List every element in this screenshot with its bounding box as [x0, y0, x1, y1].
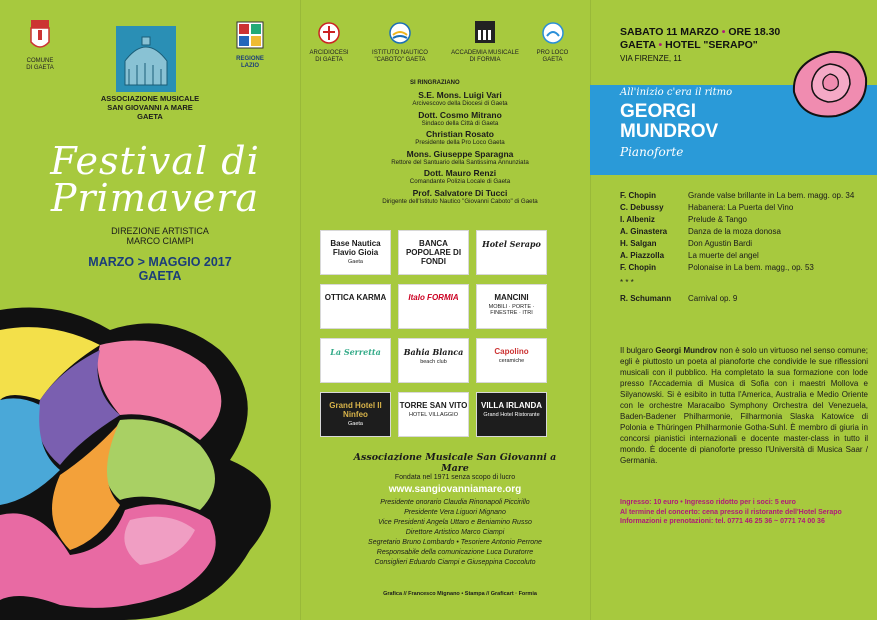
comune-label: COMUNE DI GAETA [26, 58, 54, 71]
comune-crest-icon [29, 18, 51, 52]
comune-di-gaeta-logo [20, 18, 60, 72]
program-row [620, 190, 870, 202]
sponsor-capolino [476, 338, 547, 383]
sponsor-sub: Grand Hotel Ristorante [483, 412, 540, 418]
sponsor-sub: Gaeta [348, 421, 363, 427]
thanks-name: Dott. Cosmo Mitrano [418, 109, 502, 120]
composer: R. Schumann [620, 294, 672, 303]
association-website[interactable]: www.sangiovanniamare.org [388, 484, 522, 495]
performer-instrument: Pianoforte [620, 145, 684, 159]
istituto-nautico-logo [365, 22, 435, 64]
board-line: Presidente Vera Liguori Mignano [404, 509, 506, 516]
sponsor-name: BANCA POPOLARE DI FONDI [405, 239, 462, 266]
print-credits: Grafica // Francesco Mignano • Stampa // Graficart · Formia [383, 591, 537, 597]
arcidiocesi-logo [305, 22, 353, 64]
right-panel [590, 0, 877, 620]
sponsor-la-serretta [320, 338, 391, 383]
regione-label: REGIONE LAZIO [236, 56, 264, 69]
composer: A. Piazzolla [620, 251, 665, 260]
thanks-name: Christian Rosato [425, 129, 494, 139]
sponsor-ottica-karma [320, 284, 391, 329]
sponsor-name: Bahia Blanca [403, 347, 464, 357]
work: Prelude & Tango [688, 215, 748, 224]
concert-program [620, 190, 870, 305]
sponsor-name: Base Nautica Flavio Gioia [330, 239, 381, 257]
composer: A. Ginastera [620, 227, 668, 236]
regione-lazio-logo [230, 20, 270, 70]
pro-loco-label: PRO LOCO GAETA [536, 50, 569, 63]
thanks-name: S.E. Mons. Luigi Vari [418, 90, 502, 100]
performer-name: GEORGI MUNDROV [620, 101, 719, 142]
pro-loco-emblem-icon [541, 22, 565, 44]
association-founded: Fondata nel 1971 senza scopo di lucro [394, 474, 516, 481]
regione-shield-icon [235, 20, 265, 50]
composer: C. Debussy [620, 203, 664, 212]
sponsor-name: La Serretta [330, 347, 381, 357]
sponsor-mancini [476, 284, 547, 329]
program-row [620, 250, 870, 262]
thanks-list [360, 90, 560, 207]
board-line: Presidente onorario Claudia Rinonapoli Piccirillo [380, 499, 530, 506]
board-line: Consiglieri Eduardo Ciampi e Giuseppina Coccoluto [374, 559, 536, 566]
festival-title: Festival di Primavera [50, 139, 260, 220]
performer-bio [620, 345, 868, 466]
performer-subtitle: All'inizio c'era il ritmo [620, 87, 733, 98]
sponsor-villa-irlanda [476, 392, 547, 437]
thanks-role: Dirigente dell'Istituto Nautico "Giovanni Caboto" di Gaeta [382, 197, 538, 205]
sponsor-name: OTTICA KARMA [324, 293, 387, 302]
sponsor-italo-formia [398, 284, 469, 329]
accademia-musicale-logo [445, 20, 525, 64]
arcidiocesi-emblem-icon [318, 22, 340, 44]
bio-name: Georgi Mundrov [655, 346, 718, 355]
sponsor-sub: beach club [420, 359, 447, 365]
sponsor-name: Grand Hotel Il Ninfeo [329, 401, 382, 419]
board-line: Responsabile della comunicazione Luca Duratorre [376, 549, 534, 556]
sponsor-hotel-serapo [476, 230, 547, 275]
pink-rose-icon [790, 48, 870, 120]
composer: I. Albeniz [620, 215, 655, 224]
sponsor-name: MANCINI [494, 293, 529, 302]
association-footer [340, 452, 570, 568]
sponsor-banca-fondi [398, 230, 469, 275]
board-line: Segretario Bruno Lombardo • Tesoriere Antonio Perrone [368, 539, 542, 546]
program-row [620, 226, 870, 238]
middle-panel [236, 0, 590, 620]
program-row [620, 293, 870, 305]
program-row [620, 262, 870, 274]
sponsor-sub: MOBILI · PORTE · FINESTRE · ITRI [488, 304, 535, 316]
event-time: ORE 18.30 [728, 26, 781, 38]
composer: F. Chopin [620, 191, 656, 200]
event-venue: HOTEL "SERAPO" [665, 39, 758, 51]
work: La muerte del angel [688, 251, 759, 260]
festival-dates: MARZO > MAGGIO 2017 GAETA [88, 255, 232, 283]
sponsor-torre-san-vito [398, 392, 469, 437]
sponsor-name: Italo FORMIA [408, 293, 459, 302]
program-row [620, 238, 870, 250]
program-separator: * * * [620, 278, 634, 287]
thanks-role: Arcivescovo della Diocesi di Gaeta [412, 100, 508, 107]
dinner-note: Al termine del concerto: cena presso il ristorante dell'Hotel Serapo [620, 508, 842, 516]
thanks-role: Sindaco della Città di Gaeta [421, 119, 499, 127]
work: Habanera: La Puerta del Vino [688, 203, 794, 212]
work: Grande valse brillante in La bem. magg. op. 34 [688, 191, 855, 200]
sponsor-name: VILLA IRLANDA [480, 401, 543, 410]
bullet: • [658, 39, 663, 51]
work: Carnival op. 9 [688, 294, 738, 303]
sponsor-name: Hotel Serapo [482, 239, 541, 249]
work: Don Agustin Bardi [688, 239, 753, 248]
thanks-role: Comandante Polizia Locale di Gaeta [409, 178, 511, 185]
sponsor-base-nautica [320, 230, 391, 275]
accademia-label: ACCADEMIA MUSICALE DI FORMIA [451, 50, 519, 63]
association-header: ASSOCIAZIONE MUSICALE SAN GIOVANNI A MARE GAETA [100, 94, 200, 121]
artistic-direction: DIREZIONE ARTISTICA MARCO CIAMPI [111, 226, 209, 246]
pro-loco-logo [530, 22, 575, 64]
nautical-emblem-icon [388, 22, 412, 44]
arcidiocesi-label: ARCIDIOCESI DI GAETA [309, 50, 349, 63]
piano-keys-icon [474, 20, 496, 44]
rose-illustration [0, 290, 300, 620]
sponsor-sub: Gaeta [348, 259, 363, 265]
thanks-name: Prof. Salvatore Di Tucci [412, 187, 508, 198]
board-line: Direttore Artistico Marco Ciampi [405, 529, 505, 536]
istituto-label: ISTITUTO NAUTICO "CABOTO" GAETA [372, 50, 428, 63]
sponsor-bahia-blanca [398, 338, 469, 383]
bullet: • [721, 26, 726, 38]
contact-info: Informazioni e prenotazioni: tel. 0771 46 25 36 ~ 0771 74 00 36 [620, 518, 825, 525]
composer: H. Salgan [620, 239, 657, 248]
composer: F. Chopin [620, 263, 656, 272]
thanks-name: Dott. Mauro Renzi [423, 168, 497, 178]
work: Polonaise in La bem. magg., op. 53 [688, 263, 814, 272]
bio-text: non è solo un virtuoso nel senso comune; egli è piuttosto un poeta al pianoforte che condivide le sue riflessioni musicali con il pubblico. Ha completato la sua formazione con lode presso l'Accademia di Musica di Sofia con i maestri Mollova e Silyanowski. Si è esibito in tutta l'America, Australia e Medio Oriente con le orchestre Maracaibo Symphony Orchestra del Venezuela, Baden-Badener Philharmonie, Filharmonia Slaska Katowice di Polonia e Thüringen Philharmonie Gotha-Suhl. È membro di giuria in concorsi pianistici internazionali e docente master-class in tutto il mondo. È docente di pianoforte presso l'Università di Musica Saar / Germania. [620, 346, 868, 465]
board-line: Vice Presidenti Angela Uttaro e Beniamino Russo [378, 519, 532, 526]
event-city: GAETA [620, 39, 656, 51]
ticket-info [620, 498, 870, 527]
program-row [620, 214, 870, 226]
sponsor-sub: ceramiche [498, 358, 525, 364]
sponsor-sub: HOTEL VILLAGGIO [408, 412, 458, 418]
event-date: SABATO 11 MARZO [620, 26, 719, 38]
work: Danza de la moza donosa [688, 227, 781, 236]
event-address: VIA FIRENZE, 11 [620, 54, 682, 63]
thanks-role: Presidente della Pro Loco Gaeta [415, 139, 505, 146]
thanks-role: Rettore del Santuario della Santissima Annunziata [391, 158, 529, 166]
ticket-price: Ingresso: 10 euro • Ingresso ridotto per i soci: 5 euro [620, 499, 796, 506]
sponsor-name: Capolino [494, 347, 529, 356]
sponsor-il-ninfeo [320, 392, 391, 437]
sponsor-name: TORRE SAN VITO [399, 401, 468, 410]
thanks-heading: SI RINGRAZIANO [410, 80, 460, 86]
thanks-name: Mons. Giuseppe Sparagna [406, 148, 514, 159]
left-panel [0, 0, 300, 620]
church-dome-icon [115, 25, 177, 93]
program-row [620, 202, 870, 214]
association-name: Associazione Musicale San Giovanni a Mare [353, 452, 557, 474]
bio-intro: Il bulgaro [620, 346, 656, 355]
